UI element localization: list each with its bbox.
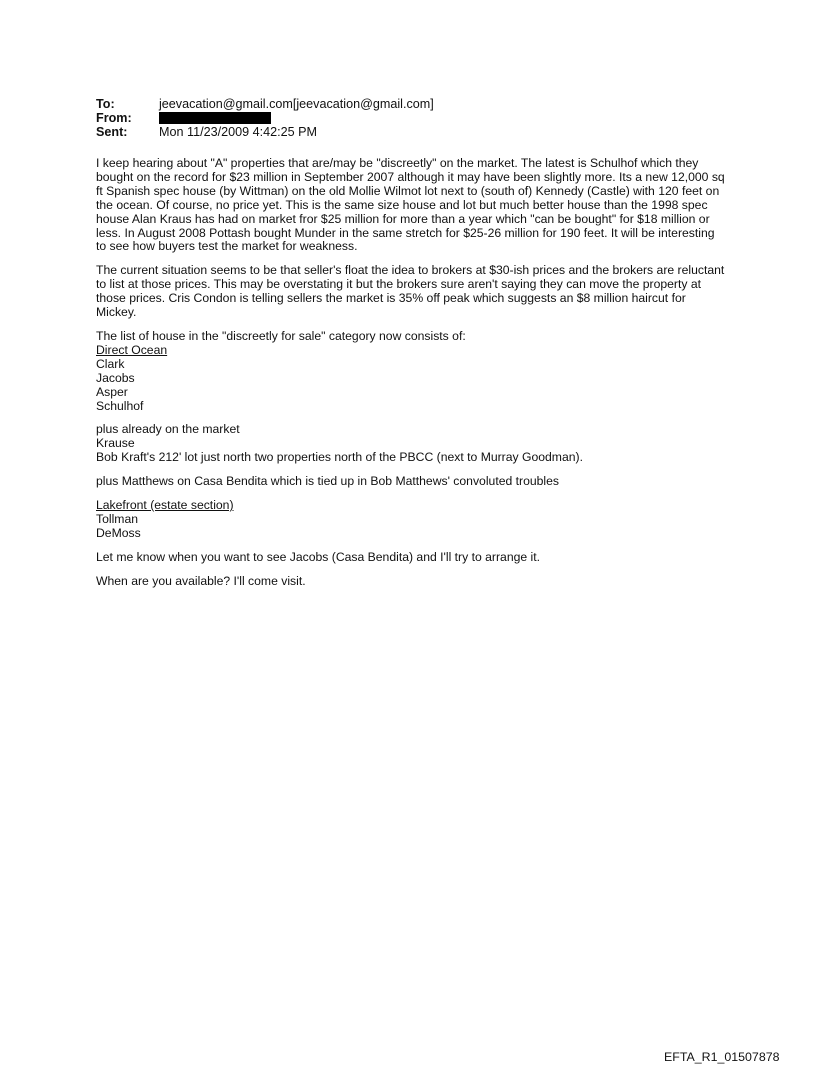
to-label: To: [96, 97, 115, 111]
on-market-intro: plus already on the market [96, 422, 240, 437]
paragraph-jacobs: Let me know when you want to see Jacobs (Casa Bendita) and I'll try to arrange it. [96, 549, 541, 564]
list-item: Schulhof [96, 398, 144, 413]
from-label: From: [96, 111, 132, 125]
document-id: EFTA_R1_01507878 [664, 1050, 780, 1064]
lakefront-heading: Lakefront (estate section) [96, 498, 234, 513]
to-value: jeevacation@gmail.com[jeevacation@gmail.com] [159, 97, 434, 111]
redaction-box [159, 112, 271, 124]
list-item: Tollman [96, 511, 138, 526]
direct-ocean-heading: Direct Ocean [96, 342, 168, 357]
list-item: Krause [96, 436, 135, 451]
list-item: DeMoss [96, 525, 141, 540]
matthews-note: plus Matthews on Casa Bendita which is tied up in Bob Matthews' convoluted troubles [96, 474, 560, 489]
paragraph-situation: The current situation seems to be that seller's float the idea to brokers at $30-ish prices and the brokers are reluctant to list at those prices. This may be overstating it but the brokers sure aren't saying they can move the property at those prices. Cris Condon is telling sellers the market is 35% off peak which suggests an $8 million haircut for Mickey. [96, 263, 725, 320]
list-item: Asper [96, 384, 128, 399]
email-body [96, 157, 728, 599]
lakefront-section [96, 499, 728, 541]
paragraph-visit: When are you available? I'll come visit. [96, 573, 306, 588]
list-section [96, 330, 728, 413]
on-market-section [96, 423, 728, 465]
list-intro: The list of house in the "discreetly for sale" category now consists of: [96, 328, 466, 343]
list-item: Clark [96, 356, 125, 371]
list-item: Jacobs [96, 370, 135, 385]
list-item: Bob Kraft's 212' lot just north two properties north of the PBCC (next to Murray Goodman). [96, 450, 583, 465]
sent-value: Mon 11/23/2009 4:42:25 PM [159, 125, 317, 139]
sent-label: Sent: [96, 125, 128, 139]
paragraph-schulhof: I keep hearing about "A" properties that are/may be "discreetly" on the market. The latest is Schulhof which they bought on the record for $23 million in September 2007 although it may have been slightly more. Its a new 12,000 sq ft Spanish spec house (by Wittman) on the old Mollie Wilmot lot next to (south of) Kennedy (Castle) with 120 feet on the ocean. Of course, no price yet. This is the same size house and lot but much better house than the 1998 spec house Alan Kraus has had on market fror $25 million for more than a year which "can be bought" for $18 million or less. In August 2008 Pottash bought Munder in the same stretch for $25-26 million for 190 feet. It will be interesting to see how buyers test the market for weakness. [96, 156, 725, 254]
